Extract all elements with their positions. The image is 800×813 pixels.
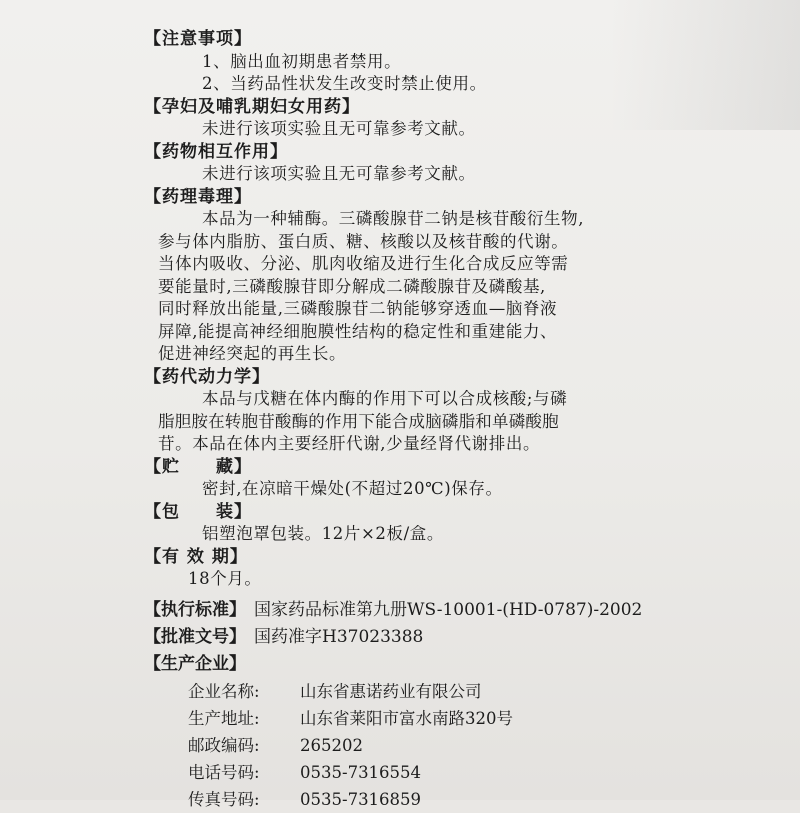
section-package (144, 501, 760, 546)
section-text: 18个月。 (188, 569, 262, 588)
section-heading: 【孕妇及哺乳期妇女用药】 (144, 96, 360, 117)
company-name-row (144, 678, 760, 705)
section-pharmacology (144, 186, 760, 366)
standard-row (144, 597, 760, 624)
section-heading: 【批准文号】 (144, 626, 246, 647)
field-value: 0535-7316554 (300, 762, 422, 782)
section-heading: 【包 装】 (144, 501, 252, 522)
section-approval (144, 624, 760, 651)
section-text: 未进行该项实验且无可靠参考文献。 (202, 164, 476, 183)
paragraph-line: 当体内吸收、分泌、肌肉收缩及进行生化合成反应等需 (158, 254, 569, 273)
paragraph-line: 本品与戊糖在体内酶的作用下可以合成核酸;与磷 (202, 389, 568, 408)
field-label: 邮政编码: (188, 735, 260, 755)
section-standard (144, 597, 760, 624)
field-value: 0535-7316859 (300, 789, 422, 809)
paragraph-line: 屏障,能提高神经细胞膜性结构的稳定性和重建能力、 (158, 321, 558, 341)
paragraph-line: 同时释放出能量,三磷酸腺苷二钠能够穿透血—脑脊液 (158, 299, 558, 318)
fax-row (144, 786, 760, 813)
field-value: 山东省莱阳市富水南路320号 (300, 708, 513, 728)
field-label: 企业名称: (188, 681, 260, 701)
field-label: 电话号码: (188, 762, 260, 782)
section-text: 密封,在凉暗干燥处(不超过20℃)保存。 (202, 479, 503, 498)
section-manufacturer (144, 651, 760, 813)
precaution-line-1: 1、脑出血初期患者禁用。 (202, 51, 402, 71)
section-storage (144, 456, 760, 501)
field-value: 265202 (300, 735, 363, 755)
section-heading: 【药理毒理】 (144, 186, 252, 207)
section-heading: 【药代动力学】 (144, 366, 270, 387)
postcode-row (144, 732, 760, 759)
approval-value: 国药准字H37023388 (254, 626, 424, 647)
paragraph-line: 脂胆胺在转胞苷酸酶的作用下能合成脑磷脂和单磷酸胞 (158, 411, 559, 431)
section-heading: 【有 效 期】 (144, 546, 248, 567)
section-interactions (144, 141, 760, 186)
address-row (144, 705, 760, 732)
section-heading: 【注意事项】 (144, 29, 252, 49)
page-shadow (610, 0, 800, 130)
field-value: 山东省惠诺药业有限公司 (300, 681, 482, 701)
approval-row (144, 624, 760, 651)
section-pharmacokinetics (144, 366, 760, 456)
precaution-line-2: 2、当药品性状发生改变时禁止使用。 (202, 74, 487, 93)
phone-row (144, 759, 760, 786)
section-heading: 【药物相互作用】 (144, 141, 288, 162)
section-heading: 【贮 藏】 (144, 456, 252, 477)
paragraph-line: 苷。本品在体内主要经肝代谢,少量经肾代谢排出。 (158, 434, 541, 453)
section-heading: 【执行标准】 (144, 599, 246, 620)
section-validity (144, 546, 760, 591)
field-label: 生产地址: (188, 708, 260, 728)
section-text: 未进行该项实验且无可靠参考文献。 (202, 119, 476, 138)
paragraph-line: 参与体内脂肪、蛋白质、糖、核酸以及核苷酸的代谢。 (158, 231, 569, 251)
section-text: 铝塑泡罩包装。12片×2板/盒。 (202, 524, 444, 543)
standard-value: 国家药品标准第九册WS-10001-(HD-0787)-2002 (254, 599, 643, 620)
paragraph-line: 本品为一种辅酶。三磷酸腺苷二钠是核苷酸衍生物, (202, 209, 585, 228)
section-heading: 【生产企业】 (144, 653, 246, 674)
paragraph-line: 要能量时,三磷酸腺苷即分解成二磷酸腺苷及磷酸基, (158, 276, 546, 296)
paragraph-line: 促进神经突起的再生长。 (158, 344, 347, 363)
field-label: 传真号码: (188, 789, 260, 809)
